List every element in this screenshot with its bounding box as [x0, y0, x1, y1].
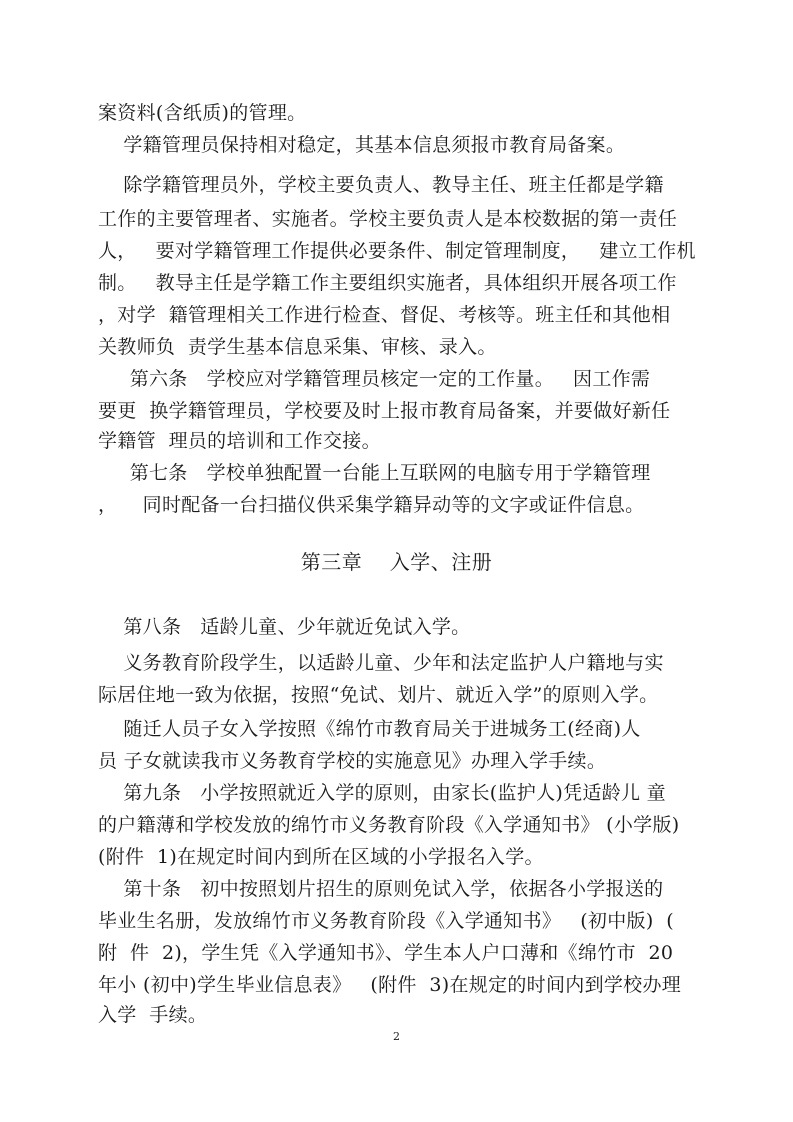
- text-line: 工作的主要管理者、实施者。学校主要负责人是本校数据的第一责任: [98, 208, 678, 230]
- text-line: 随迁人员子女入学按照《绵竹市教育局关于进城务工(经商)人: [98, 718, 641, 740]
- text-line: 的户籍薄和学校发放的绵竹市义务教育阶段《入学通知书》 (小学版): [98, 814, 680, 836]
- text-line: 除学籍管理员外，学校主要负责人、教导主任、班主任都是学籍: [98, 174, 664, 196]
- text-line: 入学 手续。: [98, 1004, 208, 1026]
- chapter-heading: 第三章 入学、注册: [300, 550, 493, 574]
- text-line: (附件 1)在规定时间内到所在区域的小学报名入学。: [98, 846, 544, 868]
- text-line: 第六条 学校应对学籍管理员核定一定的工作量。 因工作需: [98, 368, 651, 390]
- text-line: 制。 教导主任是学籍工作主要组织实施者，具体组织开展各项工作: [98, 272, 677, 294]
- text-line: 第九条 小学按照就近入学的原则，由家长(监护人)凭适龄儿 童: [98, 782, 666, 804]
- text-line: 学籍管理员保持相对稳定，其基本信息须报市教育局备案。: [98, 134, 626, 156]
- text-line: 第十条 初中按照划片招生的原则免试入学，依据各小学报送的: [98, 878, 664, 900]
- text-line: 案资料(含纸质)的管理。: [98, 102, 307, 124]
- text-line: 义务教育阶段学生，以适龄儿童、少年和法定监护人户籍地与实: [98, 652, 664, 674]
- text-line: 人， 要对学籍管理工作提供必要条件、制定管理制度， 建立工作机: [98, 240, 696, 262]
- text-line: 关教师负 责学生基本信息采集、审核、录入。: [98, 336, 497, 358]
- text-line: ，对学 籍管理相关工作进行检查、督促、考核等。班主任和其他相: [98, 304, 671, 326]
- text-line: ， 同时配备一台扫描仪供采集学籍异动等的文字或证件信息。: [98, 494, 645, 516]
- text-line: 第八条 适龄儿童、少年就近免试入学。: [98, 616, 471, 638]
- text-line: 附 件 2)，学生凭《入学通知书》、学生本人户口薄和《绵竹市 20: [98, 942, 674, 964]
- text-line: 年小 (初中)学生毕业信息表》 (附件 3)在规定的时间内到学校办理: [98, 974, 682, 996]
- text-line: 际居住地一致为依据，按照“免试、划片、就近入学”的原则入学。: [98, 684, 659, 706]
- text-line: 学籍管 理员的培训和工作交接。: [98, 430, 381, 452]
- text-line: 员 子女就读我市义务教育学校的实施意见》办理入学手续。: [98, 750, 607, 772]
- text-line: 要更 换学籍管理员，学校要及时上报市教育局备案，并要做好新任: [98, 400, 671, 422]
- text-line: 第七条 学校单独配置一台能上互联网的电脑专用于学籍管理: [98, 462, 651, 484]
- text-line: 毕业生名册，发放绵竹市义务教育阶段《入学通知书》 (初中版) (: [98, 910, 674, 932]
- page-number: 2: [393, 1030, 400, 1043]
